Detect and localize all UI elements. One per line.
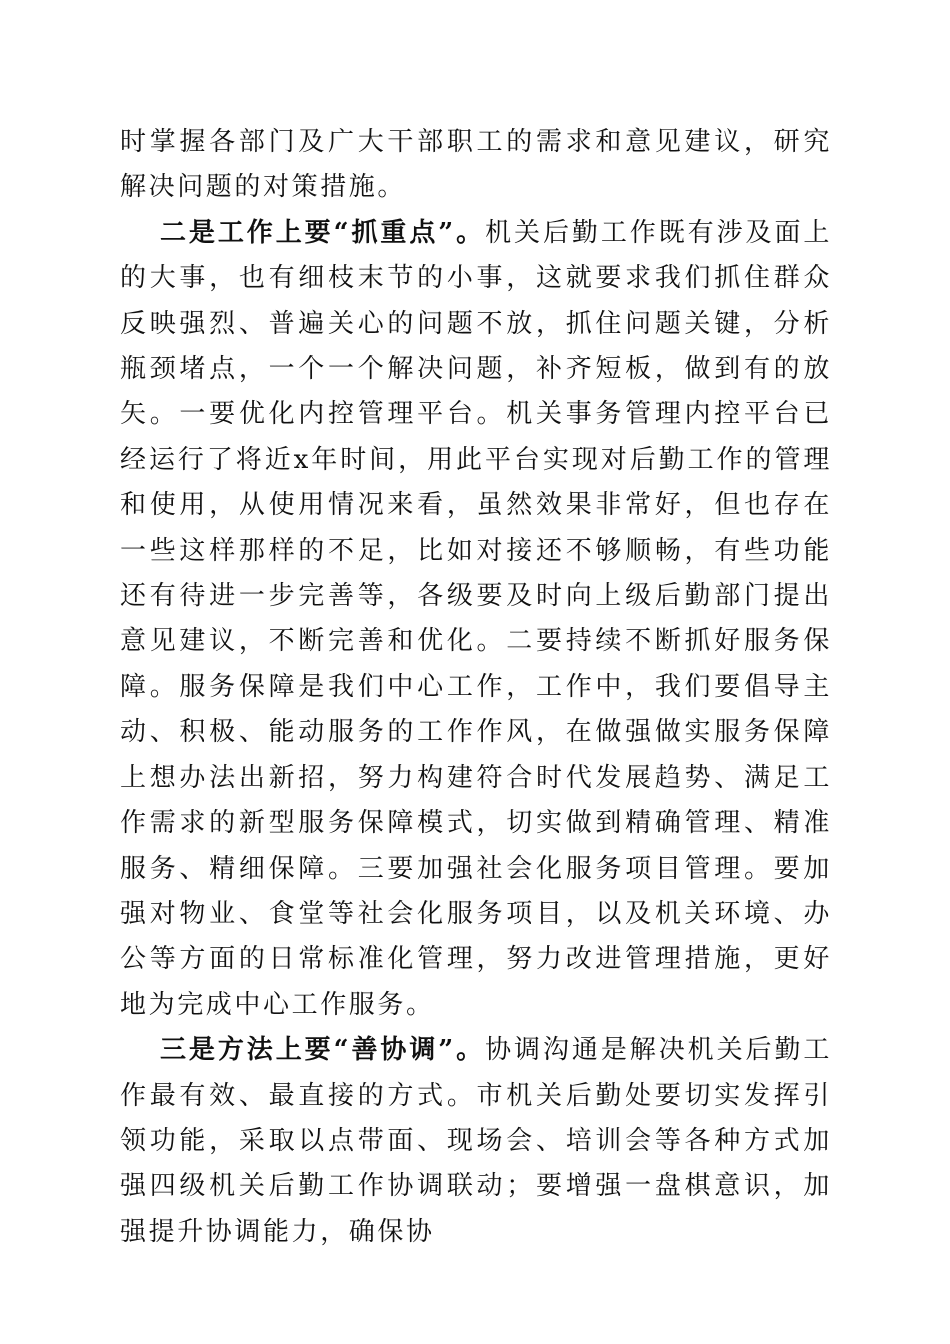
paragraph-continuation [120,120,832,211]
paragraph-key-points [120,211,832,1028]
paragraph-text: 协调沟通是解决机关后勤工作最有效、最直接的方式。市机关后勤处要切实发挥引领功能，采取以点带面、现场会、培训会等各种方式加强四级机关后勤工作协调联动；要增强一盘棋意识，加强提升协调能力，确保协 [120,1035,832,1247]
paragraph-text: 时掌握各部门及广大干部职工的需求和意见建议，研究解决问题的对策措施。 [120,127,832,203]
paragraph-lead-heading: 二是工作上要“抓重点”。 [160,217,486,248]
document-page [120,120,832,1255]
paragraph-text: 机关后勤工作既有涉及面上的大事，也有细枝末节的小事，这就要求我们抓住群众反映强烈、普遍关心的问题不放，抓住问题关键，分析瓶颈堵点，一个一个解决问题，补齐短板，做到有的放矢。一要优化内控管理平台。机关事务管理内控平台已经运行了将近x年时间，用此平台实现对后勤工作的管理和使用，从使用情况来看，虽然效果非常好，但也存在一些这样那样的不足，比如对接还不够顺畅，有些功能还有待进一步完善等，各级要及时向上级后勤部门提出意见建议，不断完善和优化。二要持续不断抓好服务保障。服务保障是我们中心工作，工作中，我们要倡导主动、积极、能动服务的工作作风，在做强做实服务保障上想办法出新招，努力构建符合时代发展趋势、满足工作需求的新型服务保障模式，切实做到精确管理、精准服务、精细保障。三要加强社会化服务项目管理。要加强对物业、食堂等社会化服务项目，以及机关环境、办公等方面的日常标准化管理，努力改进管理措施，更好地为完成中心工作服务。 [120,217,832,1020]
paragraph-lead-heading: 三是方法上要“善协调”。 [160,1035,486,1066]
paragraph-coordination [120,1028,832,1255]
